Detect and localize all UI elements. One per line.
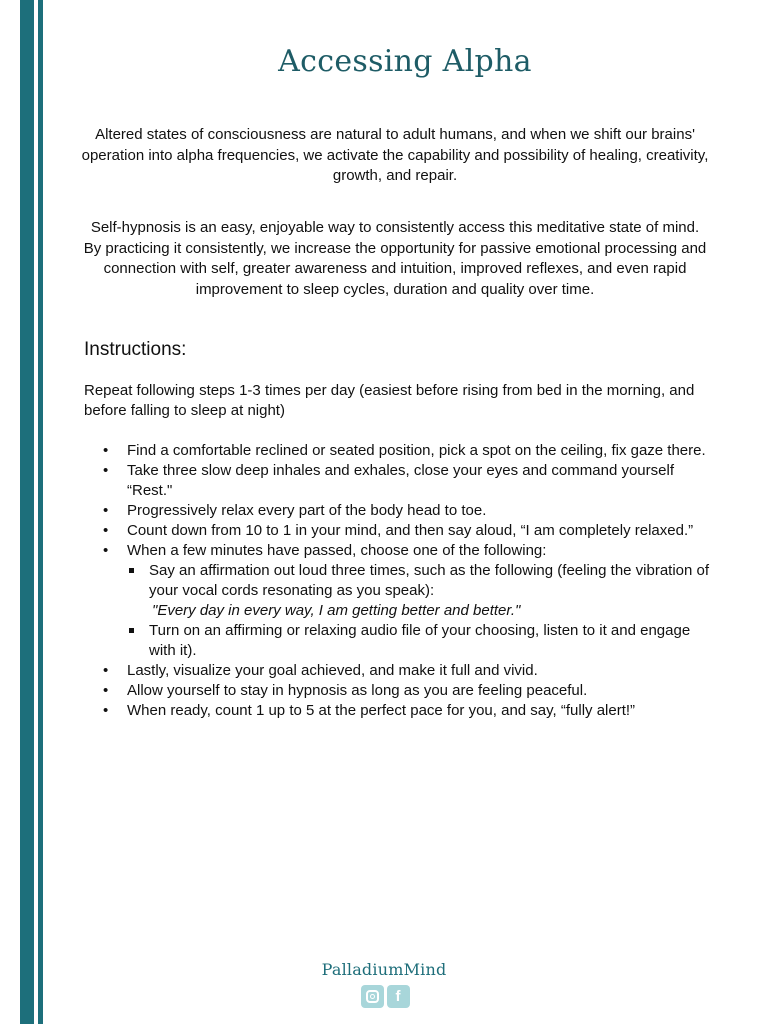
list-item: • Find a comfortable reclined or seated position, pick a spot on the ceiling, fix gaze there.	[127, 441, 714, 461]
instructions-heading: Instructions:	[84, 339, 187, 360]
left-stripe-wide	[20, 0, 34, 1024]
affirmation-quote: "Every day in every way, I am getting better and better."	[152, 602, 521, 619]
facebook-icon[interactable]: f	[387, 985, 410, 1008]
list-item: • When a few minutes have passed, choose one of the following: Say an affirmation out loud three times, such as the following (feeling the vibration of your vocal cords resonating as you speak): "Every day in every way, I am getting better and better." Turn on an affirming or relaxing audio file of your choosing, listen to it and engage with it).	[127, 541, 714, 661]
sub-list-item: Turn on an affirming or relaxing audio file of your choosing, listen to it and engage with it).	[149, 621, 714, 661]
sub-list-item: Say an affirmation out loud three times, such as the following (feeling the vibration of your vocal cords resonating as you speak): "Every day in every way, I am getting better and better."	[149, 561, 714, 621]
list-item: • Count down from 10 to 1 in your mind, and then say aloud, “I am completely relaxed.”	[127, 521, 714, 541]
social-links	[0, 985, 768, 1008]
list-item: • Lastly, visualize your goal achieved, and make it full and vivid.	[127, 661, 714, 681]
intro-paragraph: Altered states of consciousness are natural to adult humans, and when we shift our brains' operation into alpha frequencies, we activate the capability and possibility of healing, creativity, growth, and repair.	[81, 126, 709, 184]
list-item: • When ready, count 1 up to 5 at the perfect pace for you, and say, “fully alert!”	[127, 701, 714, 721]
brand-name: PalladiumMind	[321, 960, 447, 979]
list-item: • Take three slow deep inhales and exhales, close your eyes and command yourself “Rest."	[127, 461, 714, 501]
list-item: • Progressively relax every part of the body head to toe.	[127, 501, 714, 521]
instructions-intro: Repeat following steps 1-3 times per day (easiest before rising from bed in the morning, and before falling to sleep at night)	[84, 382, 695, 419]
list-item: • Allow yourself to stay in hypnosis as long as you are feeling peaceful.	[127, 681, 714, 701]
footer	[0, 960, 768, 1008]
instagram-icon[interactable]	[361, 985, 384, 1008]
self-hypnosis-paragraph: Self-hypnosis is an easy, enjoyable way to consistently access this meditative state of mind. By practicing it consistently, we increase the opportunity for passive emotional processing and connection with self, greater awareness and intuition, improved reflexes, and even rapid improvement to sleep cycles, duration and quality over time.	[83, 219, 707, 298]
sub-steps-list	[127, 561, 714, 661]
steps-list	[84, 441, 714, 721]
left-stripe-narrow	[38, 0, 43, 1024]
page-title: Accessing Alpha	[278, 44, 532, 79]
